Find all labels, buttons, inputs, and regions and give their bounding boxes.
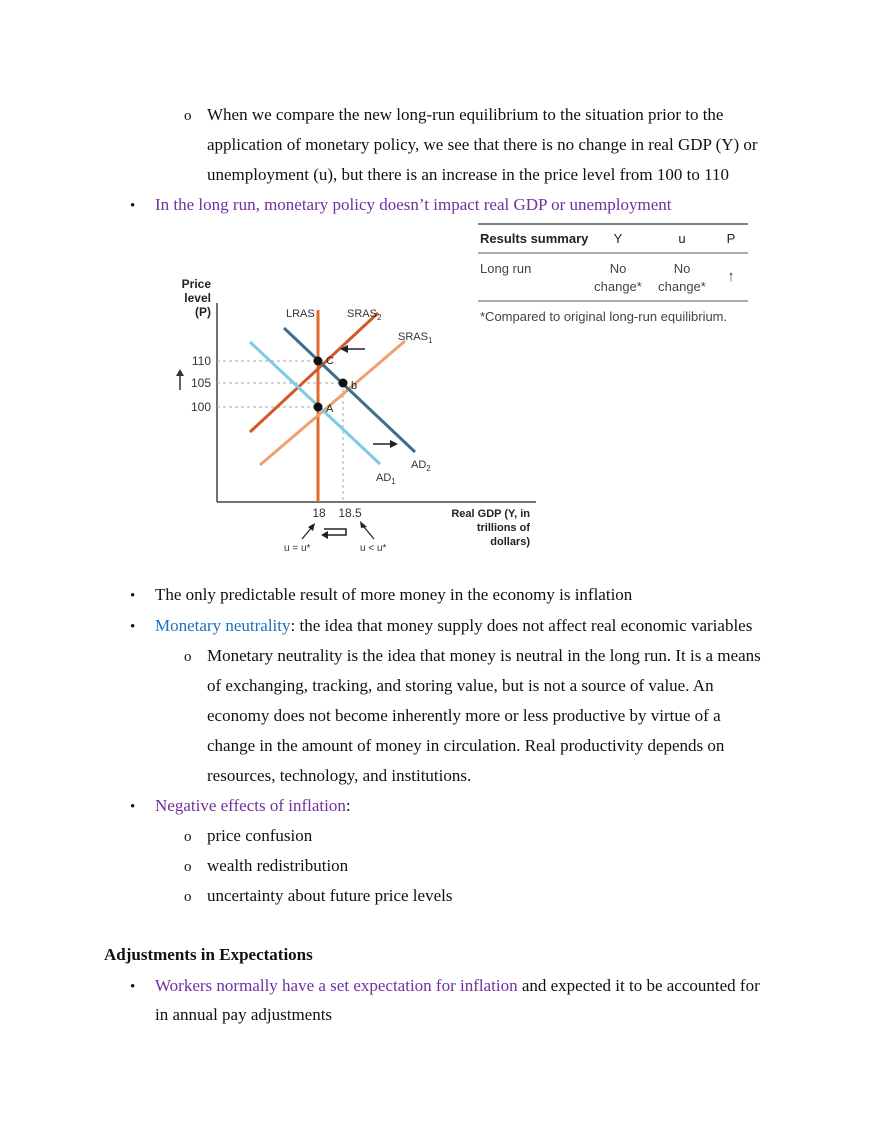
sub-bullet-marker: o: [184, 108, 192, 124]
summary-title: Results summary: [480, 231, 589, 246]
summary-u-line1: No: [673, 261, 691, 276]
point-b-label: b: [351, 380, 358, 392]
neutrality-line-2: of exchanging, tracking, and storing value, but is not a source of value. An: [207, 676, 714, 695]
neutrality-line-3: economy does not become inherently more or less productive by virtue of a: [207, 706, 721, 725]
x-axis-label-line3: dollars): [490, 536, 530, 548]
negative-item: uncertainty about future price levels: [207, 886, 453, 905]
point-a: [314, 403, 323, 412]
sras2-label: $SRAS_2$: [347, 308, 382, 322]
intro-line-3: unemployment (u), but there is an increase in the price level from 100 to 110: [207, 165, 729, 184]
neutrality-line-4: change in the amount of money in circulation. Real productivity depends on: [207, 736, 725, 755]
return-arrow-icon: [321, 529, 346, 539]
intro-line-2: application of monetary policy, we see that there is no change in real GDP (Y) or: [207, 135, 758, 154]
x-axis-label-line2: trillions of: [476, 522, 530, 534]
lras-label: LRAS: [286, 308, 315, 320]
summary-row-label: Long run: [480, 261, 532, 276]
summary-u-line2: change*: [658, 279, 706, 294]
y-axis-label-line1: Price: [181, 277, 211, 291]
u-left-label: u = u*: [284, 543, 311, 554]
y-axis-label-line3: (P): [195, 305, 211, 319]
summary-footnote: *Compared to original long-run equilibrium.: [480, 309, 728, 324]
x-axis-label-line1: Real GDP (Y, in: [451, 508, 530, 520]
negative-item: wealth redistribution: [207, 856, 349, 875]
summary-header-u: u: [678, 231, 686, 246]
x-tick-18: 18: [312, 506, 326, 520]
ad2-label: $AD_2$: [411, 459, 431, 473]
figure-svg: [160, 218, 760, 578]
x-tick-18-5: 18.5: [338, 506, 362, 520]
neutrality-term: Monetary neutrality: [155, 616, 291, 635]
price-up-arrow-icon: [176, 369, 184, 390]
ad-shift-arrow-icon: [373, 440, 398, 448]
y-axis-label-line2: level: [184, 291, 211, 305]
u-left-pointer-icon: [302, 523, 315, 539]
workers-bullet: [155, 976, 760, 996]
neutrality-line-5: resources, technology, and institutions.: [207, 766, 472, 785]
section-heading: Adjustments in Expectations: [104, 945, 313, 964]
bullet-marker: •: [130, 619, 136, 635]
summary-header-p: P: [726, 231, 736, 246]
negative-effects-bullet: [155, 796, 351, 816]
neutrality-bullet: [155, 616, 752, 636]
point-b: [339, 379, 348, 388]
sub-bullet-marker: o: [184, 889, 192, 905]
neutrality-definition: : the idea that money supply does not affect real economic variables: [290, 616, 753, 635]
workers-line-2: in annual pay adjustments: [155, 1005, 333, 1024]
guide-lines: [217, 361, 343, 502]
workers-rest: and expected it to be accounted for: [517, 976, 760, 995]
workers-term: Workers normally have a set expectation for inflation: [155, 976, 518, 995]
intro-line-1: When we compare the new long-run equilibrium to the situation prior to the: [207, 105, 724, 124]
sras1-label: $SRAS_1$: [398, 331, 433, 345]
economics-figure: [160, 218, 760, 578]
y-tick-110: 110: [191, 354, 211, 368]
bullet-marker: •: [130, 979, 136, 995]
point-a-label: A: [326, 403, 334, 415]
ad1-label: $AD_1$: [376, 472, 396, 486]
u-right-pointer-icon: [360, 521, 374, 539]
bullet-marker: •: [130, 588, 136, 604]
negative-effects-colon: :: [345, 796, 351, 815]
u-right-label: u < u*: [360, 543, 387, 554]
bullet-marker: •: [130, 799, 136, 815]
point-c-label: C: [326, 355, 334, 367]
point-c: [314, 357, 323, 366]
results-summary-table: [478, 224, 748, 324]
sub-bullet-marker: o: [184, 829, 192, 845]
y-tick-100: 100: [190, 400, 211, 414]
summary-y-line1: No: [609, 261, 627, 276]
sras2-curve: [250, 313, 378, 432]
longrun-bullet-text: In the long run, monetary policy doesn’t impact real GDP or unemployment: [155, 195, 672, 214]
sub-bullet-marker: o: [184, 859, 192, 875]
summary-y-line2: change*: [594, 279, 642, 294]
neutrality-line-1: Monetary neutrality is the idea that money is neutral in the long run. It is a means: [207, 646, 761, 665]
bullet-marker: •: [130, 198, 136, 214]
y-tick-105: 105: [190, 376, 211, 390]
negative-effects-term: Negative effects of inflation: [155, 796, 346, 815]
negative-item: price confusion: [207, 826, 313, 845]
summary-p-arrow-icon: ↑: [727, 268, 735, 285]
summary-header-y: Y: [613, 231, 623, 246]
sub-bullet-marker: o: [184, 649, 192, 665]
inflation-bullet-text: The only predictable result of more money in the economy is inflation: [155, 585, 633, 604]
